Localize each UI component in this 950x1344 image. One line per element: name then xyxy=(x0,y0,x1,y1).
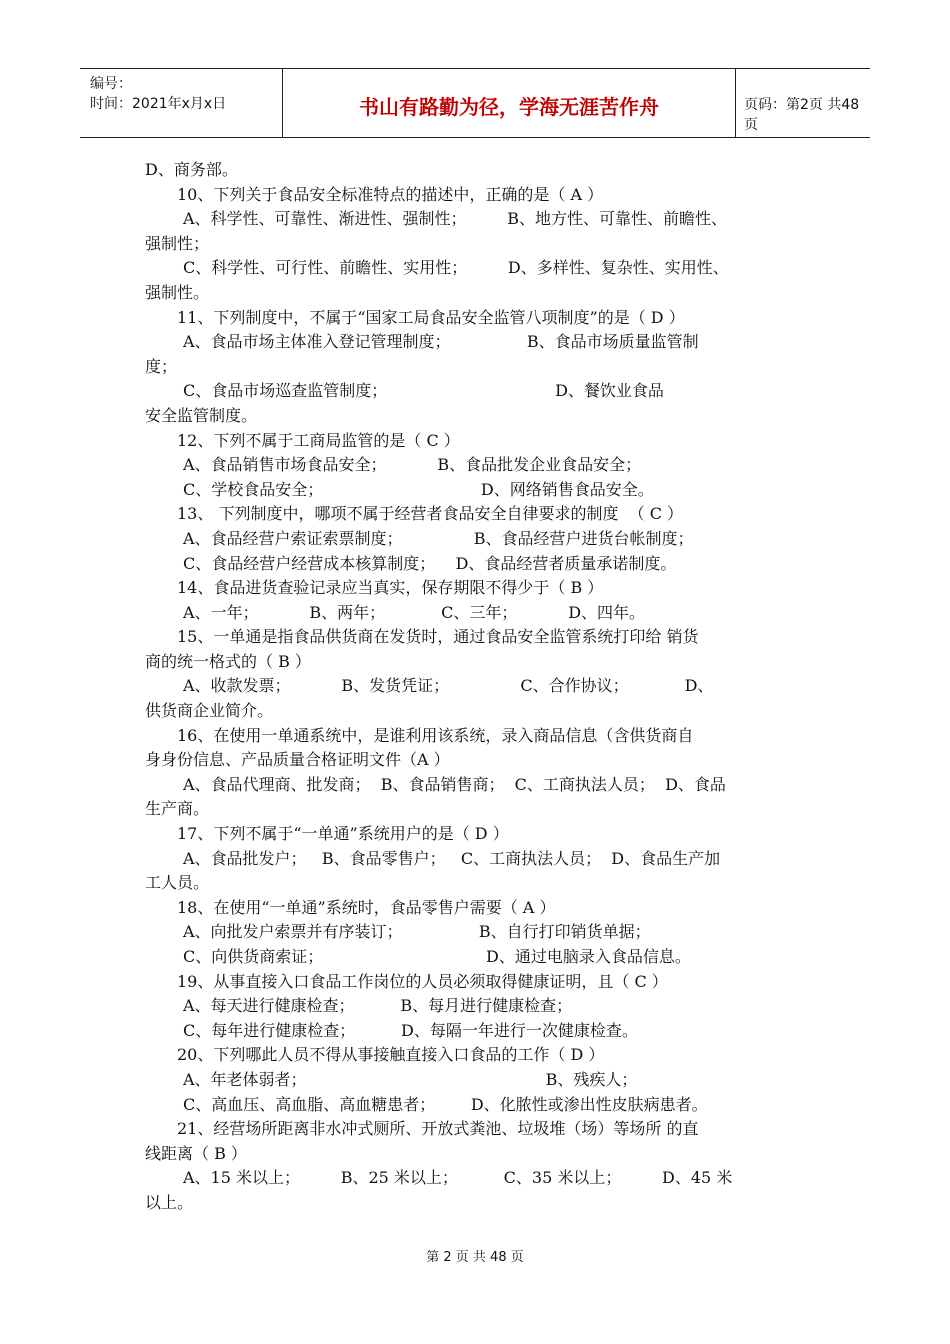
text-line: A、每天进行健康检查； B、每月进行健康检查； xyxy=(183,996,573,1016)
text-line: 强制性。 xyxy=(145,282,210,302)
text-line: 20、下列哪此人员不得从事接触直接入口食品的工作（ D ） xyxy=(177,1045,605,1065)
text-line: C、食品经营户经营成本核算制度； D、食品经营者质量承诺制度。 xyxy=(183,553,677,573)
text-line: 11、下列制度中，不属于“国家工局食品安全监管八项制度”的是（ D ） xyxy=(177,307,685,327)
text-line: A、食品市场主体准入登记管理制度； B、食品市场质量监管制 xyxy=(183,332,699,352)
text-line: 19、从事直接入口食品工作岗位的人员必须取得健康证明，且（ C ） xyxy=(177,971,668,991)
text-line: A、食品经营户索证索票制度； B、食品经营户进货台帐制度； xyxy=(183,528,694,548)
text-line: A、食品批发户； B、食品零售户； C、工商执法人员； D、食品生产加 xyxy=(183,848,721,868)
text-line: 线距离（ B ） xyxy=(145,1143,247,1163)
question-content xyxy=(145,158,809,1216)
text-line: A、15 米以上； B、25 米以上； C、35 米以上； D、45 米 xyxy=(183,1168,733,1188)
text-line: A、向批发户索票并有序装订； B、自行打印销货单据； xyxy=(183,922,651,942)
text-line: C、科学性、可行性、前瞻性、实用性； D、多样性、复杂性、实用性、 xyxy=(183,258,729,278)
text-line: A、年老体弱者； B、残疾人； xyxy=(183,1069,638,1089)
text-line: 工人员。 xyxy=(145,873,210,893)
header-right-cell xyxy=(736,69,870,137)
text-line: 10、下列关于食品安全标准特点的描述中，正确的是（ A ） xyxy=(177,184,604,204)
text-line: 16、在使用一单通系统中，是谁利用该系统，录入商品信息（含供货商自 xyxy=(177,725,694,745)
text-line: 以上。 xyxy=(145,1192,194,1212)
document-number-label: 编号： xyxy=(90,76,132,92)
text-line: C、高血压、高血脂、高血糖患者； D、化脓性或渗出性皮肤病患者。 xyxy=(183,1094,708,1114)
text-line: 度； xyxy=(145,356,178,376)
text-line: 身身份信息、产品质量合格证明文件（A ） xyxy=(145,750,450,770)
document-date-label: 时间：2021年x月x日 xyxy=(90,96,227,112)
text-line: 安全监管制度。 xyxy=(145,405,258,425)
text-line: C、食品市场巡查监管制度； D、餐饮业食品 xyxy=(183,381,664,401)
text-line: 15、一单通是指食品供货商在发货时，通过食品安全监管系统打印给 销货 xyxy=(177,627,699,647)
text-line: 18、在使用“一单通”系统时，食品零售户需要（ A ） xyxy=(177,897,556,917)
text-line: A、一年； B、两年； C、三年； D、四年。 xyxy=(183,602,646,622)
text-line: A、食品销售市场食品安全； B、食品批发企业食品安全； xyxy=(183,455,642,475)
text-line: 生产商。 xyxy=(145,799,210,819)
text-line: 12、下列不属于工商局监管的是（ C ） xyxy=(177,430,460,450)
text-line: A、收款发票； B、发货凭证； C、合作协议； D、 xyxy=(183,676,714,696)
page-header xyxy=(80,68,870,138)
text-line: C、向供货商索证； D、通过电脑录入食品信息。 xyxy=(183,947,691,966)
text-line: 13、 下列制度中，哪项不属于经营者食品安全自律要求的制度 （ C ） xyxy=(177,504,684,524)
header-page-info: 页码：第2页 共48页 xyxy=(744,97,860,133)
text-line: A、食品代理商、批发商； B、食品销售商； C、工商执法人员； D、食品 xyxy=(183,774,726,794)
text-line: C、学校食品安全； D、网络销售食品安全。 xyxy=(183,479,654,499)
text-line: A、科学性、可靠性、渐进性、强制性； B、地方性、可靠性、前瞻性、 xyxy=(183,209,728,229)
text-line: 强制性； xyxy=(145,233,210,253)
text-line: 商的统一格式的（ B ） xyxy=(145,651,311,671)
page-footer: 第 2 页 共 48 页 xyxy=(426,1250,524,1265)
header-motto: 书山有路勤为径，学海无涯苦作舟 xyxy=(359,95,659,119)
text-line: 供货商企业简介。 xyxy=(145,701,274,721)
text-line: C、每年进行健康检查； D、每隔一年进行一次健康检查。 xyxy=(183,1020,638,1040)
header-left-cell xyxy=(80,69,283,137)
text-line: 14、食品进货查验记录应当真实，保存期限不得少于（ B ） xyxy=(177,578,604,598)
text-line: D、商务部。 xyxy=(145,160,238,179)
text-line: 17、下列不属于“一单通”系统用户的是（ D ） xyxy=(177,824,509,844)
header-middle-cell xyxy=(283,69,736,137)
text-line: 21、经营场所距离非水冲式厕所、开放式粪池、垃圾堆（场）等场所 的直 xyxy=(177,1119,699,1139)
